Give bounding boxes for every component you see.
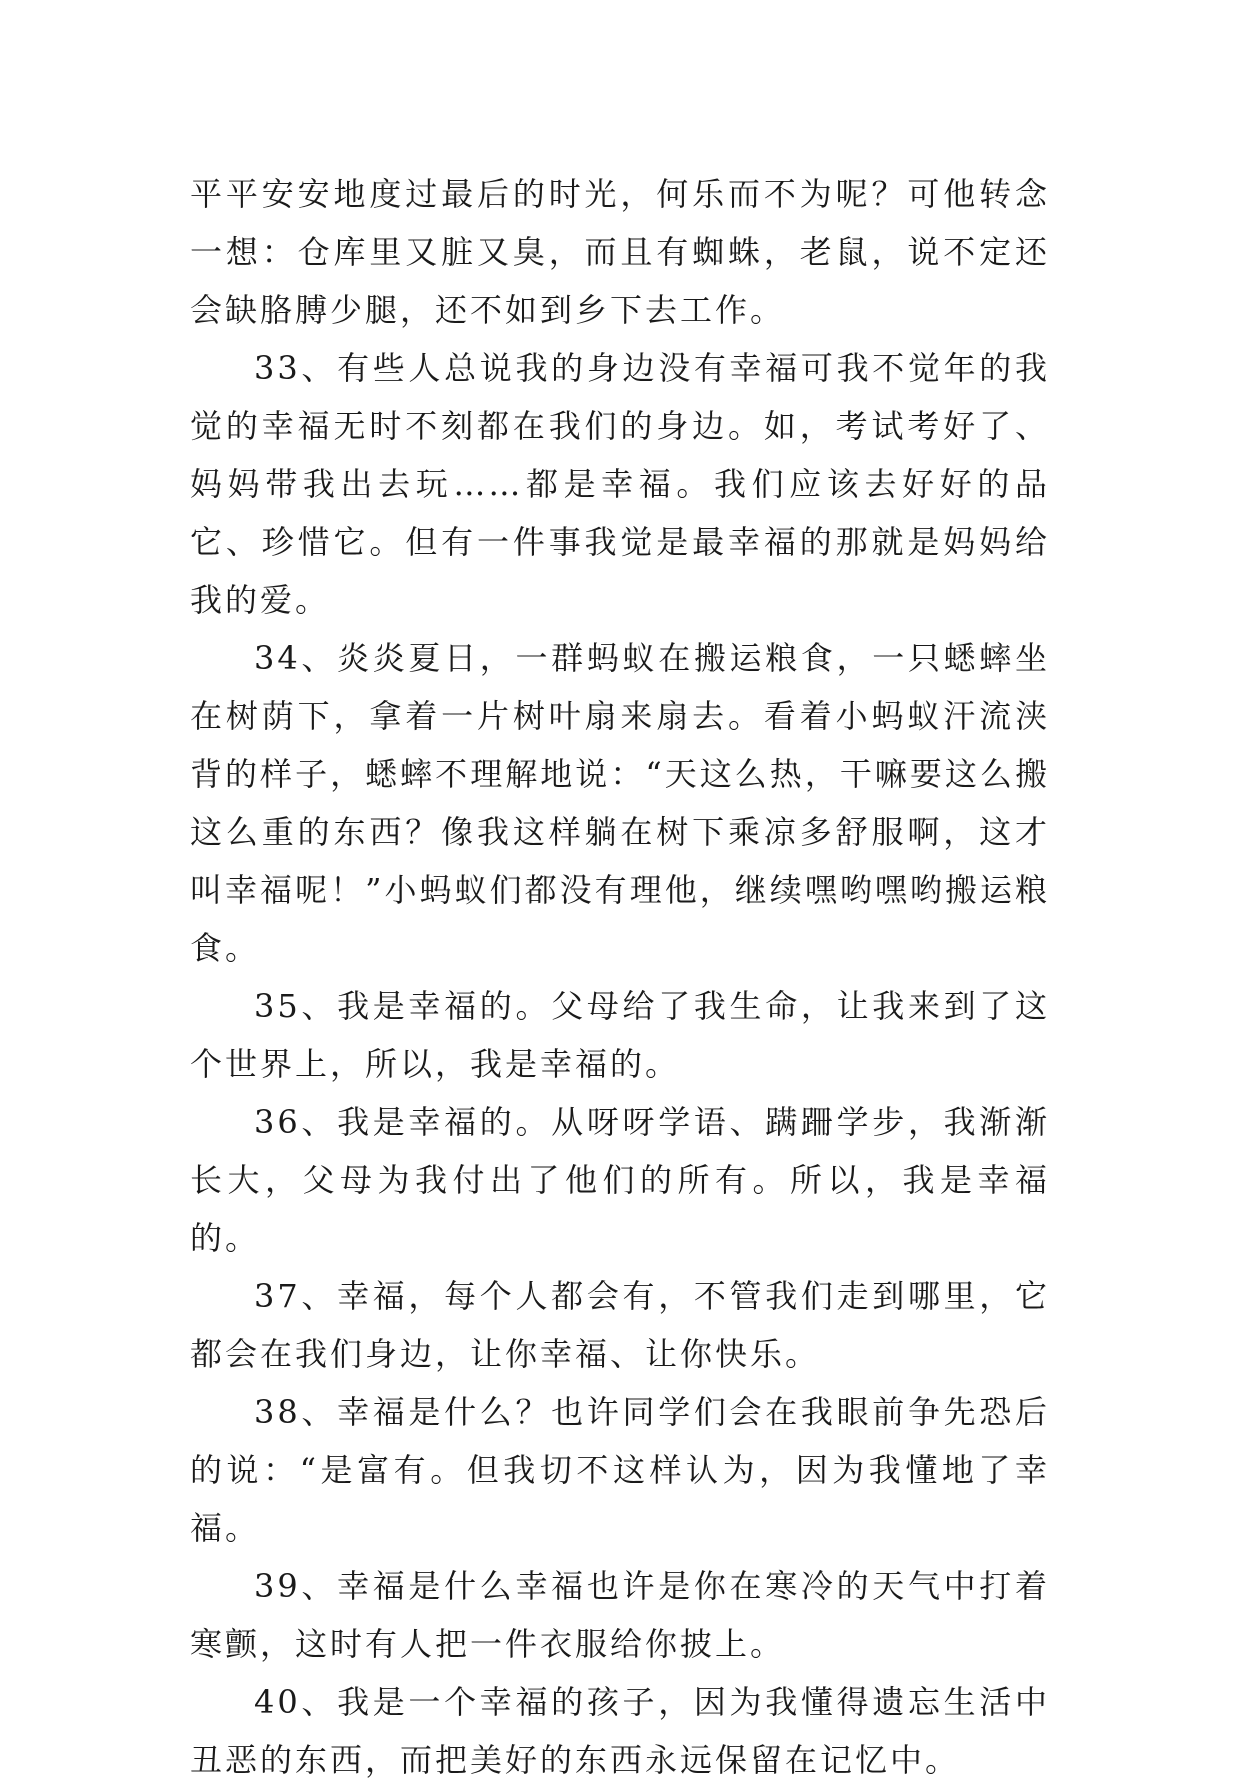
paragraph-38: 38、幸福是什么？也许同学们会在我眼前争先恐后的说：“是富有。但我切不这样认为，因为我懂地了幸福。 bbox=[190, 1393, 1050, 1547]
paragraph-40: 40、我是一个幸福的孩子，因为我懂得遗忘生活中丑恶的东西，而把美好的东西永远保留在记忆中。 bbox=[190, 1683, 1050, 1779]
paragraph-34: 34、炎炎夏日，一群蚂蚁在搬运粮食，一只蟋蟀坐在树荫下，拿着一片树叶扇来扇去。看着小蚂蚁汗流浃背的样子，蟋蟀不理解地说：“天这么热，干嘛要这么搬这么重的东西？像我这样躺在树下乘凉多舒服啊，这才叫幸福呢！”小蚂蚁们都没有理他，继续嘿哟嘿哟搬运粮食。 bbox=[190, 639, 1050, 967]
paragraph-33: 33、有些人总说我的身边没有幸福可我不觉年的我觉的幸福无时不刻都在我们的身边。如，考试考好了、妈妈带我出去玩……都是幸福。我们应该去好好的品它、珍惜它。但有一件事我觉是最幸福的那就是妈妈给我的爱。 bbox=[190, 349, 1050, 619]
paragraph-36: 36、我是幸福的。从呀呀学语、蹒跚学步，我渐渐长大，父母为我付出了他们的所有。所以，我是幸福的。 bbox=[190, 1103, 1050, 1257]
paragraph-continued: 平平安安地度过最后的时光，何乐而不为呢？可他转念一想：仓库里又脏又臭，而且有蜘蛛，老鼠，说不定还会缺胳膊少腿，还不如到乡下去工作。 bbox=[190, 175, 1050, 329]
paragraph-39: 39、幸福是什么幸福也许是你在寒冷的天气中打着寒颤，这时有人把一件衣服给你披上。 bbox=[190, 1567, 1050, 1663]
paragraph-35: 35、我是幸福的。父母给了我生命，让我来到了这个世界上，所以，我是幸福的。 bbox=[190, 987, 1050, 1083]
paragraph-37: 37、幸福，每个人都会有，不管我们走到哪里，它都会在我们身边，让你幸福、让你快乐。 bbox=[190, 1277, 1050, 1373]
document-body bbox=[190, 165, 1050, 1789]
